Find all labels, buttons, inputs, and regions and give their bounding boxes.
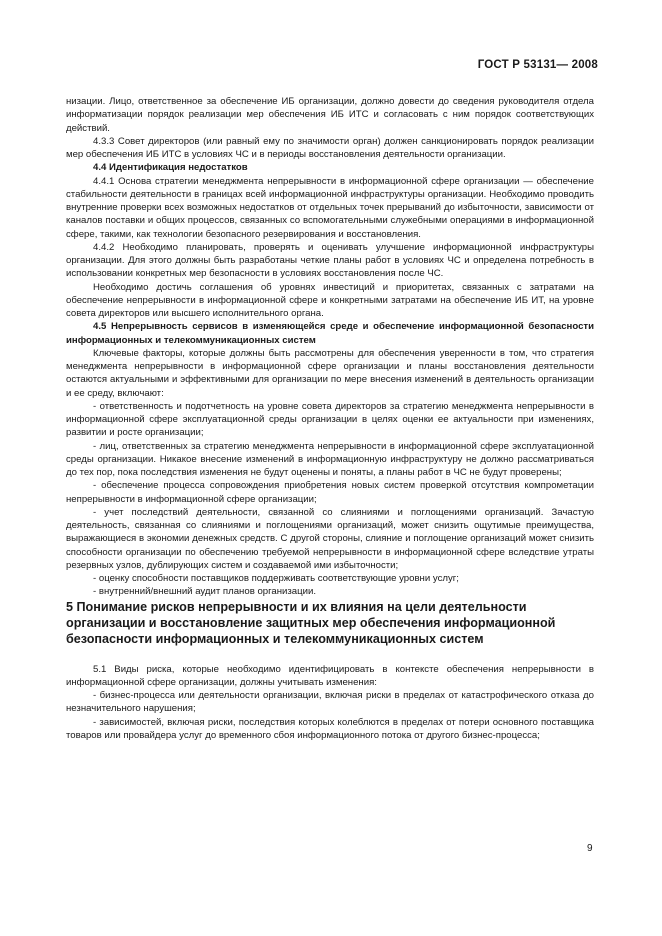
paragraph: низации. Лицо, ответственное за обеспечение ИБ организации, должно довести до сведения руководителя отдела информатизации порядок реализации мер обеспечения ИБ ИТС и согласовать с ним порядок соответствующих действий. bbox=[66, 96, 594, 134]
list-item: - оценку способности поставщиков поддерживать соответствующие уровни услуг; bbox=[93, 573, 459, 584]
list-item: - лиц, ответственных за стратегию менеджмента непрерывности в информационной сфере эксплуатационной среды организации. Никакое внесение изменений в информационную инфраструктуру не должно рассматриваться до тех пор, пока последствия изменения не будут оценены и поняты, а планы работ в ЧС не будут проверены; bbox=[66, 440, 594, 478]
paragraph: 4.4.1 Основа стратегии менеджмента непрерывности в информационной сфере организации — обеспечение стабильности деятельности в границах всей информационной инфраструктуры организации. Необходимо проводить внутренние проверки всех возможных недостатков от отдельных точек прерываний до избыточности, зависимости от каналов поставки и общих процессов, связанных со вспомогательными служебными операциями в информационной сфере, такими, как технологии безопасного резервирования и восстановления. bbox=[66, 175, 594, 240]
document-header: ГОСТ Р 53131— 2008 bbox=[477, 59, 598, 71]
subsection-heading: 4.4 Идентификация недостатков bbox=[93, 162, 248, 174]
page-number: 9 bbox=[587, 843, 593, 854]
paragraph: Ключевые факторы, которые должны быть рассмотрены для обеспечения уверенности в том, что стратегия менеджмента непрерывности в информационной сфере организации и планы восстановления деятельности остаются актуальными и эффективными для организации по мере внесения изменений в деятельность организации и ее среду, включают: bbox=[66, 347, 594, 399]
subsection-heading: 4.5 Непрерывность сервисов в изменяющейся среде и обеспечение информационной безопасности информационных и телекоммуникационных систем bbox=[66, 321, 594, 346]
list-item: - учет последствий деятельности, связанной со слияниями и поглощениями организаций. Зачастую деятельность, связанная со слияниями и поглощениями организаций, может снизить ощутимые преимущества, выражающиеся в экономии денежных средств. С другой стороны, слияние и поглощение организаций может снизить способности организации по обеспечению требуемой непрерывности в информационной сфере вследствие утраты резервных узлов, дублирующих систем и создаваемой ими избыточности; bbox=[66, 506, 594, 571]
paragraph: 4.3.3 Совет директоров (или равный ему по значимости орган) должен санкционировать порядок реализации мер обеспечения ИБ ИТС в условиях ЧС и в периоды восстановления деятельности организации. bbox=[66, 135, 594, 160]
list-item: - зависимостей, включая риски, последствия которых колеблются в пределах от потери основного поставщика товаров или провайдера услуг до временного сбоя информационного потока от другого бизнес-процесса; bbox=[66, 716, 594, 741]
list-item: - внутренний/внешний аудит планов организации. bbox=[93, 586, 317, 598]
list-item: - обеспечение процесса сопровождения приобретения новых систем проверкой отсутствия компрометации непрерывности в информационной сфере организации; bbox=[66, 480, 594, 505]
paragraph: Необходимо достичь соглашения об уровнях инвестиций и приоритетах, связанных с затратами на обеспечение непрерывности в информационной сфере и конкретными затратами на обеспечение ИБ ИТ, на уровне совета директоров или высшего исполнительного органа. bbox=[66, 281, 594, 319]
section-heading: 5 Понимание рисков непрерывности и их влияния на цели деятельности организации и восстановление защитных мер обеспечения информационной безопасности информационных и телекоммуникационных систем bbox=[66, 599, 556, 646]
list-item: - ответственность и подотчетность на уровне совета директоров за стратегию менеджмента непрерывности в информационной сфере эксплуатационной среды организации в целях оценки ее актуальности при изменениях, развитии и росте организации; bbox=[66, 400, 594, 439]
paragraph: 5.1 Виды риска, которые необходимо идентифицировать в контексте обеспечения непрерывности в информационной сфере организации, должны учитывать изменения: bbox=[66, 663, 594, 688]
paragraph: 4.4.2 Необходимо планировать, проверять и оценивать улучшение информационной инфраструктуры организации. Для этого должны быть разработаны четкие планы работ в условиях ЧС и определена потребность в использовании конкретных мер безопасности в условиях восстановления после ЧС. bbox=[66, 241, 594, 280]
list-item: - бизнес-процесса или деятельности организации, включая риски в пределах от катастрофического отказа до незначительного нарушения; bbox=[66, 690, 594, 715]
document-body bbox=[66, 95, 594, 742]
